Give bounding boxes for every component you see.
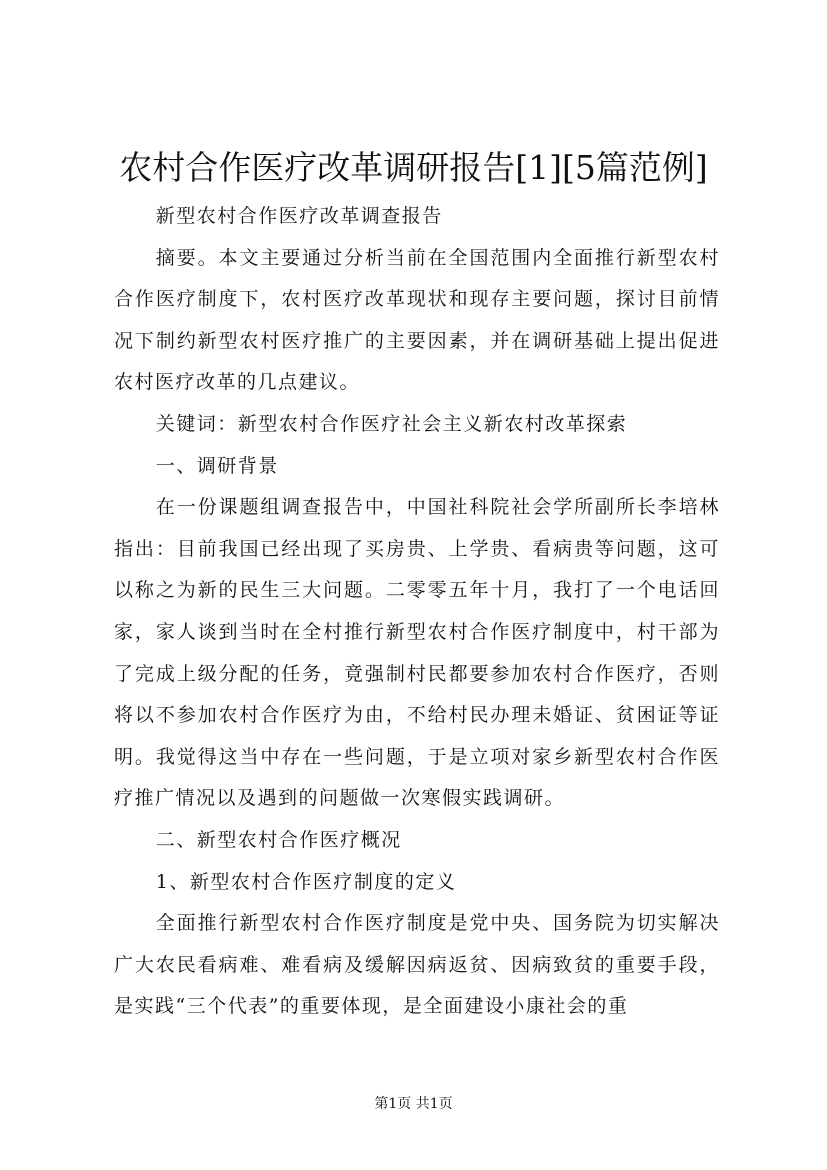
paragraph-abstract: 摘要。本文主要通过分析当前在全国范围内全面推行新型农村合作医疗制度下，农村医疗改革现状和现存主要问题，探讨目前情况下制约新型农村医疗推广的主要因素，并在调研基础上提出促进农村医疗改革的几点建议。 [114, 246, 720, 394]
page-footer: 第1页 共1页 [374, 1096, 453, 1112]
document-title: 农村合作医疗改革调研报告[1][5篇范例] [119, 148, 708, 187]
subtitle: 新型农村合作医疗改革调查报告 [155, 205, 443, 227]
paragraph-definition: 全面推行新型农村合作医疗制度是党中央、国务院为切实解决广大农民看病难、难看病及缓解因病返贫、因病致贫的重要手段，是实践“三个代表”的重要体现，是全面建设小康社会的重 [114, 912, 720, 1018]
section-heading-1: 一、调研背景 [155, 454, 279, 477]
paragraph-background: 在一份课题组调查报告中，中国社科院社会学所副所长李培林指出：目前我国已经出现了买房贵、上学贵、看病贵等问题，这可以称之为新的民生三大问题。二零零五年十月，我打了一个电话回家，家人谈到当时在全村推行新型农村合作医疗制度中，村干部为了完成上级分配的任务，竟强制村民都要参加农村合作医疗，否则将以不参加农村合作医疗为由，不给村民办理未婚证、贫困证等证明。我觉得这当中存在一些问题，于是立项对家乡新型农村合作医疗推广情况以及遇到的问题做一次寒假实践调研。 [114, 496, 720, 810]
document-body [114, 196, 720, 1028]
section-heading-2: 二、新型农村合作医疗概况 [155, 828, 402, 851]
paragraph-keywords: 关键词：新型农村合作医疗社会主义新农村改革探索 [155, 412, 628, 435]
subsection-heading-1: 1、新型农村合作医疗制度的定义 [155, 870, 457, 893]
